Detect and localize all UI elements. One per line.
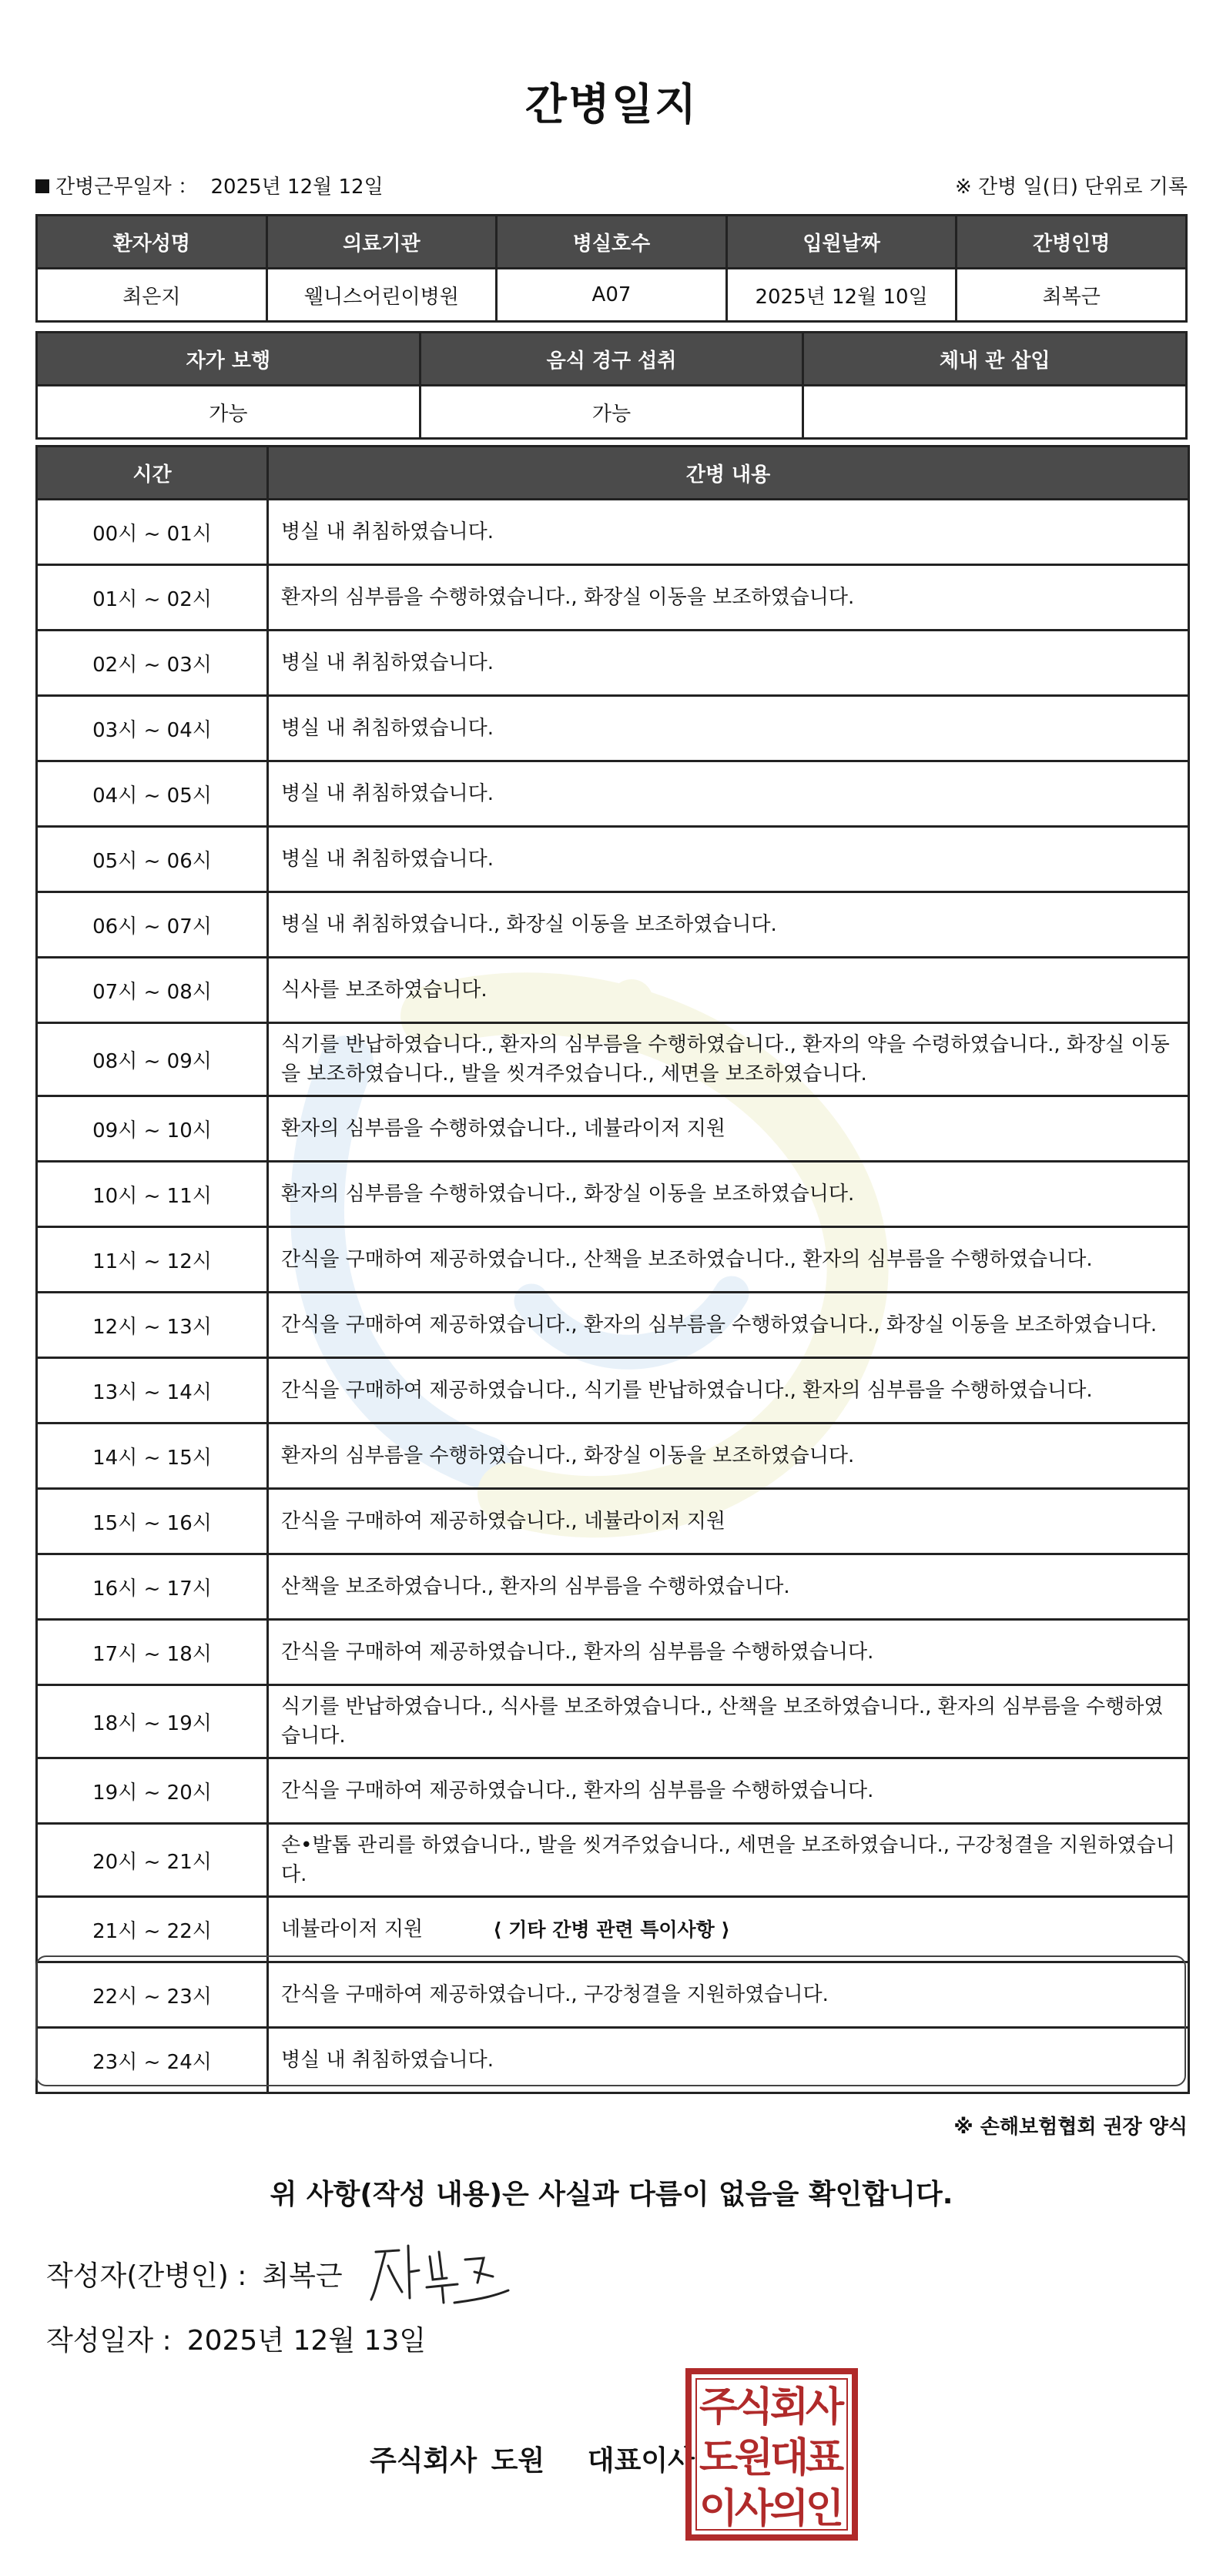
table-row	[37, 1358, 1189, 1423]
log-time: 15시 ~ 16시	[37, 1489, 268, 1554]
log-content: 병실 내 취침하였습니다.	[268, 631, 1189, 696]
header-care-content: 간병 내용	[268, 447, 1189, 500]
log-content: 간식을 구매하여 제공하였습니다., 환자의 심부름을 수행하였습니다.	[268, 1758, 1189, 1824]
log-time: 04시 ~ 05시	[37, 761, 268, 827]
care-log-body	[37, 500, 1189, 2093]
company-representative: 주식회사 도원 대표이사	[370, 2445, 695, 2477]
header-caregiver: 간병인명	[957, 216, 1187, 269]
svg-text:표: 표	[805, 2435, 845, 2481]
log-content: 손•발톱 관리를 하였습니다., 발을 씻겨주었습니다., 세면을 보조하였습니다., 구강청결을 지원하였습니다.	[268, 1824, 1189, 1897]
table-row	[37, 1620, 1189, 1685]
svg-text:인: 인	[805, 2486, 845, 2532]
table-row	[37, 1758, 1189, 1824]
log-time: 19시 ~ 20시	[37, 1758, 268, 1824]
svg-text:원: 원	[734, 2435, 774, 2481]
writer-label: 작성자(간병인) :	[46, 2260, 247, 2292]
log-content: 환자의 심부름을 수행하였습니다., 네뷸라이저 지원	[268, 1096, 1189, 1162]
unit-note: ※ 간병 일(日) 단위로 기록	[954, 176, 1188, 199]
log-time: 07시 ~ 08시	[37, 958, 268, 1023]
svg-text:도: 도	[699, 2435, 739, 2481]
confirmation-statement: 위 사항(작성 내용)은 사실과 다름이 없음을 확인합니다.	[270, 2179, 953, 2210]
svg-text:이: 이	[699, 2486, 739, 2532]
log-time: 13시 ~ 14시	[37, 1358, 268, 1423]
form-note: ※ 손해보험협회 권장 양식	[953, 2116, 1188, 2139]
log-time: 10시 ~ 11시	[37, 1162, 268, 1227]
log-content: 식기를 반납하였습니다., 식사를 보조하였습니다., 산책을 보조하였습니다., 환자의 심부름을 수행하였습니다.	[268, 1685, 1189, 1758]
table-row	[37, 892, 1189, 958]
table-row	[37, 1824, 1189, 1897]
table-row	[37, 958, 1189, 1023]
svg-text:대: 대	[769, 2435, 809, 2481]
patient-status-table	[35, 331, 1188, 440]
log-time: 18시 ~ 19시	[37, 1685, 268, 1758]
table-row	[37, 1293, 1189, 1358]
caregiver-name: 최복근	[957, 269, 1187, 322]
care-log-table	[35, 445, 1190, 2094]
table-header-row	[37, 216, 1187, 269]
log-content: 환자의 심부름을 수행하였습니다., 화장실 이동을 보조하였습니다.	[268, 1162, 1189, 1227]
log-time: 03시 ~ 04시	[37, 696, 268, 761]
log-content: 간식을 구매하여 제공하였습니다., 구강청결을 지원하였습니다.	[268, 1962, 1189, 2028]
log-time: 17시 ~ 18시	[37, 1620, 268, 1685]
log-time: 16시 ~ 17시	[37, 1554, 268, 1620]
patient-name: 최은지	[37, 269, 267, 322]
writer-name: 최복근	[262, 2260, 343, 2292]
written-date-line	[46, 2319, 426, 2358]
table-row	[37, 1423, 1189, 1489]
table-header-row	[37, 333, 1187, 386]
work-date	[35, 171, 384, 199]
log-time: 02시 ~ 03시	[37, 631, 268, 696]
log-time: 21시 ~ 22시	[37, 1897, 268, 1962]
special-notes-box	[35, 1955, 1186, 2086]
written-date-label: 작성일자 :	[46, 2325, 172, 2357]
table-header-row	[37, 447, 1189, 500]
log-content: 환자의 심부름을 수행하였습니다., 화장실 이동을 보조하였습니다.	[268, 565, 1189, 631]
log-content: 병실 내 취침하였습니다.	[268, 827, 1189, 892]
table-row	[37, 269, 1187, 322]
svg-text:주: 주	[699, 2384, 739, 2430]
log-content: 간식을 구매하여 제공하였습니다., 산책을 보조하였습니다., 환자의 심부름을 수행하였습니다.	[268, 1227, 1189, 1293]
room-number: A07	[497, 269, 727, 322]
writer-line	[46, 2254, 343, 2293]
header-patient-name: 환자성명	[37, 216, 267, 269]
patient-info-table	[35, 214, 1188, 323]
svg-text:사: 사	[734, 2486, 774, 2532]
tube-insertion-value	[803, 386, 1187, 439]
log-content: 간식을 구매하여 제공하였습니다., 환자의 심부름을 수행하였습니다., 화장실 이동을 보조하였습니다.	[268, 1293, 1189, 1358]
square-bullet-icon	[35, 179, 49, 193]
table-row	[37, 1489, 1189, 1554]
page-title: 간병일지	[524, 80, 699, 130]
table-row	[37, 565, 1189, 631]
log-time: 06시 ~ 07시	[37, 892, 268, 958]
log-content: 병실 내 취침하였습니다.	[268, 696, 1189, 761]
table-row	[37, 696, 1189, 761]
log-time: 14시 ~ 15시	[37, 1423, 268, 1489]
work-date-label: 간병근무일자 ：	[55, 176, 198, 199]
header-self-walking: 자가 보행	[37, 333, 421, 386]
log-time: 23시 ~ 24시	[37, 2028, 268, 2093]
table-row	[37, 631, 1189, 696]
log-time: 11시 ~ 12시	[37, 1227, 268, 1293]
admission-date: 2025년 12월 10일	[726, 269, 957, 322]
special-notes-title: ⟨ 기타 간병 관련 특이사항 ⟩	[493, 1919, 730, 1941]
table-row	[37, 1554, 1189, 1620]
table-row	[37, 1162, 1189, 1227]
table-row	[37, 386, 1187, 439]
log-content: 식기를 반납하였습니다., 환자의 심부름을 수행하였습니다., 환자의 약을 수령하였습니다., 화장실 이동을 보조하였습니다., 발을 씻겨주었습니다., 세면을 보조하였습니다.	[268, 1023, 1189, 1096]
header-time: 시간	[37, 447, 268, 500]
svg-text:식: 식	[734, 2384, 774, 2430]
log-time: 09시 ~ 10시	[37, 1096, 268, 1162]
log-time: 22시 ~ 23시	[37, 1962, 268, 2028]
table-row	[37, 1685, 1189, 1758]
company-seal-stamp	[684, 2367, 859, 2542]
svg-text:사: 사	[805, 2384, 845, 2430]
table-row	[37, 1096, 1189, 1162]
log-content: 간식을 구매하여 제공하였습니다., 네뷸라이저 지원	[268, 1489, 1189, 1554]
log-time: 08시 ~ 09시	[37, 1023, 268, 1096]
table-row	[37, 827, 1189, 892]
log-content: 간식을 구매하여 제공하였습니다., 환자의 심부름을 수행하였습니다.	[268, 1620, 1189, 1685]
written-date-value: 2025년 12월 13일	[186, 2325, 427, 2357]
oral-intake-value: 가능	[420, 386, 803, 439]
header-room: 병실호수	[497, 216, 727, 269]
table-row	[37, 761, 1189, 827]
log-content: 병실 내 취침하였습니다., 화장실 이동을 보조하였습니다.	[268, 892, 1189, 958]
log-content: 산책을 보조하였습니다., 환자의 심부름을 수행하였습니다.	[268, 1554, 1189, 1620]
log-content: 네뷸라이저 지원	[268, 1897, 1189, 1962]
self-walking-value: 가능	[37, 386, 421, 439]
header-hospital: 의료기관	[266, 216, 497, 269]
table-row	[37, 1023, 1189, 1096]
log-content: 간식을 구매하여 제공하였습니다., 식기를 반납하였습니다., 환자의 심부름을 수행하였습니다.	[268, 1358, 1189, 1423]
work-date-value: 2025년 12월 12일	[210, 176, 384, 199]
header-oral-intake: 음식 경구 섭취	[420, 333, 803, 386]
log-time: 12시 ~ 13시	[37, 1293, 268, 1358]
hospital-name: 웰니스어린이병원	[266, 269, 497, 322]
log-content: 병실 내 취침하였습니다.	[268, 761, 1189, 827]
header-tube-insertion: 체내 관 삽입	[803, 333, 1187, 386]
log-time: 01시 ~ 02시	[37, 565, 268, 631]
table-row	[37, 500, 1189, 565]
svg-text:회: 회	[769, 2384, 809, 2430]
svg-text:의: 의	[769, 2486, 809, 2532]
log-content: 식사를 보조하였습니다.	[268, 958, 1189, 1023]
table-row	[37, 1227, 1189, 1293]
log-content: 병실 내 취침하였습니다.	[268, 2028, 1189, 2093]
header-admission-date: 입원날짜	[726, 216, 957, 269]
log-content: 병실 내 취침하였습니다.	[268, 500, 1189, 565]
log-time: 00시 ~ 01시	[37, 500, 268, 565]
handwritten-signature	[362, 2229, 516, 2313]
log-content: 환자의 심부름을 수행하였습니다., 화장실 이동을 보조하였습니다.	[268, 1423, 1189, 1489]
log-time: 05시 ~ 06시	[37, 827, 268, 892]
log-time: 20시 ~ 21시	[37, 1824, 268, 1897]
